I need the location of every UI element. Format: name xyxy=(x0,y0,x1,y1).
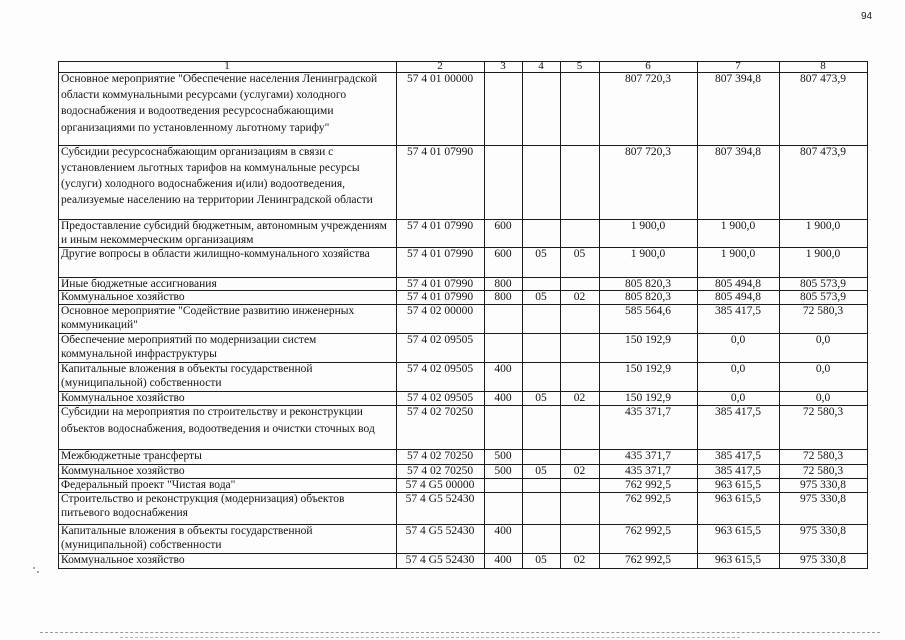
col4-cell: 05 xyxy=(535,554,547,566)
table-row xyxy=(58,277,867,290)
amount-col7-cell: 385 417,5 xyxy=(715,450,761,462)
row-description-line: установлением льготных тарифов на коммунальные ресурсы xyxy=(61,162,360,174)
code-cell: 57 4 02 09505 xyxy=(406,363,474,375)
col3-cell: 600 xyxy=(494,248,512,260)
scan-speck xyxy=(33,567,35,569)
amount-col8-cell: 975 330,8 xyxy=(800,479,846,491)
row-description-line: Другие вопросы в области жилищно-коммунального хозяйства xyxy=(61,248,370,260)
col3-cell: 400 xyxy=(494,392,512,404)
row-description-line: организациями по установленному льготному тарифу" xyxy=(61,121,330,134)
col3-cell: 500 xyxy=(494,465,512,477)
amount-col6-cell: 435 371,7 xyxy=(625,465,671,477)
amount-col6-cell: 762 992,5 xyxy=(625,554,671,566)
column-number-header: 5 xyxy=(576,60,583,72)
amount-col8-cell: 975 330,8 xyxy=(800,554,846,566)
row-description-line: коммунальной инфраструктуры xyxy=(61,348,217,360)
row-description-line: Иные бюджетные ассигнования xyxy=(61,277,217,290)
amount-col8-cell: 0,0 xyxy=(815,334,831,346)
code-cell: 57 4 02 09505 xyxy=(406,392,474,404)
row-description-line: объектов водоснабжения, водоотведения и очистки сточных вод xyxy=(61,422,375,435)
amount-col8-cell: 805 573,9 xyxy=(800,277,846,290)
amount-col6-cell: 1 900,0 xyxy=(630,220,666,232)
amount-col8-cell: 807 473,9 xyxy=(800,72,846,85)
scan-speck xyxy=(37,571,39,573)
row-description-line: Основное мероприятие "Обеспечение населения Ленинградской xyxy=(61,72,378,85)
code-cell: 57 4 01 07990 xyxy=(406,277,474,290)
amount-col6-cell: 435 371,7 xyxy=(625,405,671,418)
col3-cell: 400 xyxy=(494,554,512,566)
table-row xyxy=(58,464,867,478)
amount-col7-cell: 963 615,5 xyxy=(715,493,761,505)
amount-col8-cell: 72 580,3 xyxy=(802,305,844,317)
row-description-line: Обеспечение мероприятий по модернизации систем xyxy=(61,334,317,346)
amount-col6-cell: 150 192,9 xyxy=(625,363,671,375)
amount-col6-cell: 585 564,6 xyxy=(625,305,671,317)
row-description-line: коммуникаций" xyxy=(61,319,138,331)
amount-col8-cell: 975 330,8 xyxy=(800,525,846,537)
amount-col8-cell: 72 580,3 xyxy=(802,450,844,462)
table-row xyxy=(58,290,867,304)
code-cell: 57 4 01 07990 xyxy=(406,220,474,232)
amount-col8-cell: 0,0 xyxy=(815,363,831,375)
scan-artifact-line xyxy=(120,637,740,638)
amount-col8-cell: 805 573,9 xyxy=(800,291,846,303)
code-cell: 57 4 02 70250 xyxy=(406,465,474,477)
amount-col7-cell: 807 394,8 xyxy=(715,146,761,158)
column-number-header: 8 xyxy=(820,60,826,72)
code-cell: 57 4 02 09505 xyxy=(406,334,474,346)
col5-cell: 02 xyxy=(573,392,586,404)
row-description-line: Строительство и реконструкция (модернизация) объектов xyxy=(61,493,345,505)
table-row xyxy=(58,524,867,553)
column-number-header: 6 xyxy=(645,60,651,72)
amount-col7-cell: 805 494,8 xyxy=(715,277,761,290)
row-description-line: (муниципальной) собственности xyxy=(61,539,222,551)
row-description-line: водоснабжения и водоотведения ресурсоснабжающими xyxy=(61,105,334,118)
code-cell: 57 4 G5 52430 xyxy=(405,493,475,505)
row-description-line: реализуемые населению на территории Ленинградской области xyxy=(61,194,373,206)
col5-cell: 02 xyxy=(573,554,586,566)
table-row xyxy=(58,492,867,524)
amount-col7-cell: 963 615,5 xyxy=(715,479,761,491)
amount-col6-cell: 762 992,5 xyxy=(625,525,671,537)
col3-cell: 800 xyxy=(494,277,512,290)
code-cell: 57 4 02 70250 xyxy=(406,405,474,418)
col3-cell: 800 xyxy=(494,291,512,303)
code-cell: 57 4 01 07990 xyxy=(406,291,474,303)
row-description-line: Капитальные вложения в объекты государственной xyxy=(61,363,313,375)
col3-cell: 500 xyxy=(494,450,512,462)
row-description-line: области коммунальными ресурсами (услугами) холодного xyxy=(61,89,347,102)
amount-col7-cell: 385 417,5 xyxy=(715,405,761,418)
col4-cell: 05 xyxy=(535,392,547,404)
column-number-header: 7 xyxy=(735,60,741,72)
col3-cell: 600 xyxy=(494,220,512,232)
amount-col8-cell: 72 580,3 xyxy=(802,405,844,418)
row-description-line: питьевого водоснабжения xyxy=(61,507,188,519)
code-cell: 57 4 01 07990 xyxy=(406,248,474,260)
amount-col7-cell: 0,0 xyxy=(730,363,746,375)
row-description-line: Коммунальное хозяйство xyxy=(61,392,185,404)
amount-col8-cell: 975 330,8 xyxy=(800,493,846,505)
table-row xyxy=(58,362,867,391)
amount-col7-cell: 963 615,5 xyxy=(715,554,761,566)
code-cell: 57 4 01 00000 xyxy=(406,72,474,85)
row-description-line: Межбюджетные трансферты xyxy=(61,450,202,462)
row-description-line: (услуги) холодного водоснабжения и(или) водоотведения, xyxy=(61,178,346,190)
row-description-line: Коммунальное хозяйство xyxy=(61,291,185,303)
amount-col7-cell: 0,0 xyxy=(730,392,746,404)
amount-col6-cell: 762 992,5 xyxy=(625,493,671,505)
scan-artifact-line xyxy=(40,632,880,633)
col4-cell: 05 xyxy=(535,291,547,303)
table-row xyxy=(58,72,867,145)
amount-col6-cell: 807 720,3 xyxy=(625,72,671,85)
amount-col6-cell: 805 820,3 xyxy=(625,277,671,290)
amount-col8-cell: 807 473,9 xyxy=(800,146,846,158)
amount-col6-cell: 435 371,7 xyxy=(625,450,671,462)
amount-col7-cell: 807 394,8 xyxy=(715,72,761,85)
amount-col6-cell: 1 900,0 xyxy=(630,248,666,260)
page-number: 94 xyxy=(861,11,873,22)
table-row xyxy=(58,219,867,247)
table-row xyxy=(58,405,867,449)
table-row xyxy=(58,333,867,362)
amount-col8-cell: 1 900,0 xyxy=(805,248,841,260)
amount-col7-cell: 805 494,8 xyxy=(715,291,761,303)
amount-col7-cell: 1 900,0 xyxy=(720,220,756,232)
column-number-header: 1 xyxy=(224,60,230,72)
amount-col7-cell: 385 417,5 xyxy=(715,465,761,477)
amount-col6-cell: 807 720,3 xyxy=(625,146,671,158)
col4-cell: 05 xyxy=(535,465,547,477)
col5-cell: 02 xyxy=(573,465,586,477)
amount-col6-cell: 805 820,3 xyxy=(625,291,671,303)
col5-cell: 02 xyxy=(573,291,586,303)
table-row xyxy=(58,449,867,464)
column-number-header: 3 xyxy=(500,60,506,72)
code-cell: 57 4 G5 00000 xyxy=(405,479,475,491)
column-number-header: 4 xyxy=(538,60,544,72)
table-row xyxy=(58,553,867,568)
row-description-line: и иным некоммерческим организациям xyxy=(61,234,254,246)
amount-col8-cell: 72 580,3 xyxy=(802,465,844,477)
amount-col6-cell: 150 192,9 xyxy=(625,392,671,404)
amount-col7-cell: 963 615,5 xyxy=(715,525,761,537)
amount-col7-cell: 0,0 xyxy=(730,334,746,346)
row-description-line: (муниципальной) собственности xyxy=(61,377,222,389)
column-number-header: 2 xyxy=(437,60,443,72)
amount-col8-cell: 0,0 xyxy=(815,392,831,404)
col5-cell: 05 xyxy=(573,248,586,260)
amount-col6-cell: 762 992,5 xyxy=(625,479,671,491)
amount-col7-cell: 1 900,0 xyxy=(720,248,756,260)
code-cell: 57 4 01 07990 xyxy=(406,146,474,158)
code-cell: 57 4 02 70250 xyxy=(406,450,474,462)
code-cell: 57 4 02 00000 xyxy=(406,305,474,317)
col3-cell: 400 xyxy=(494,363,512,375)
row-description-line: Капитальные вложения в объекты государственной xyxy=(61,525,313,537)
row-description-line: Коммунальное хозяйство xyxy=(61,465,185,477)
amount-col6-cell: 150 192,9 xyxy=(625,334,671,346)
code-cell: 57 4 G5 52430 xyxy=(405,554,475,566)
col3-cell: 400 xyxy=(494,525,512,537)
table-row xyxy=(58,304,867,333)
amount-col8-cell: 1 900,0 xyxy=(805,220,841,232)
row-description-line: Основное мероприятие "Содействие развитию инженерных xyxy=(61,305,355,317)
table-row xyxy=(58,478,867,492)
table-row xyxy=(58,247,867,277)
row-description-line: Субсидии на мероприятия по строительству и реконструкции xyxy=(61,405,363,418)
row-description-line: Федеральный проект "Чистая вода" xyxy=(61,479,236,491)
row-description-line: Субсидии ресурсоснабжающим организациям в связи с xyxy=(61,146,334,158)
code-cell: 57 4 G5 52430 xyxy=(405,525,475,537)
amount-col7-cell: 385 417,5 xyxy=(715,305,761,317)
row-description-line: Коммунальное хозяйство xyxy=(61,554,185,566)
col4-cell: 05 xyxy=(535,248,547,260)
table-row-rule xyxy=(58,568,868,569)
table-row xyxy=(58,145,867,219)
row-description-line: Предоставление субсидий бюджетным, автономным учреждениям xyxy=(61,220,387,232)
